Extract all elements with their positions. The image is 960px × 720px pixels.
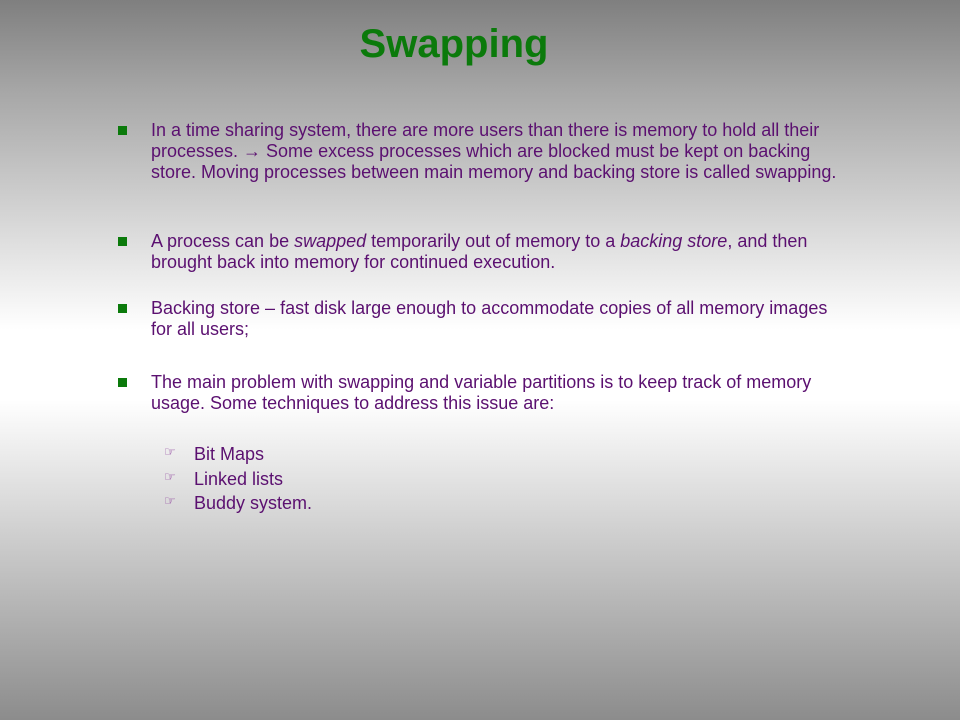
text-segment: A process can be: [151, 231, 295, 251]
text-segment: , and then brought back into memory for continued execution.: [151, 231, 808, 272]
sub-bullet-item: [164, 467, 312, 492]
text-segment: The main problem with swapping and variable partitions is to keep track of memory usage. Some techniques to address this issue are:: [151, 372, 812, 413]
square-bullet-icon: [118, 237, 127, 246]
text-segment: In a time sharing system, there are more users than there is memory to hold all their processes. → Some excess processes which are blocked must be kept on backing store. Moving processes between main memory and backing store is called swapping.: [151, 120, 837, 182]
pointing-hand-icon: ☞: [164, 469, 176, 485]
sub-bullet-item: [164, 491, 312, 516]
bullet-text: [151, 231, 807, 272]
bullet-text: [151, 372, 811, 413]
sub-bullet-label: Linked lists: [194, 468, 284, 489]
text-segment: temporarily out of memory to a: [366, 231, 621, 251]
sub-bullet-label: Buddy system.: [194, 493, 313, 513]
bullet-item: [118, 231, 841, 273]
bullet-item: [118, 372, 841, 414]
bullet-item: [118, 120, 841, 183]
sub-bullet-list: [164, 442, 312, 516]
pointing-hand-icon: ☞: [164, 445, 176, 460]
pointing-hand-icon: ☞: [164, 494, 176, 509]
bullet-text: [151, 298, 827, 339]
square-bullet-icon: [118, 304, 127, 313]
sub-bullet-label: Bit Maps: [194, 444, 265, 464]
italic-term: backing store: [620, 231, 728, 251]
square-bullet-icon: [118, 378, 127, 387]
square-bullet-icon: [118, 126, 127, 135]
bullet-text: [151, 120, 836, 182]
sub-bullet-item: [164, 442, 312, 467]
bullet-item: [118, 298, 841, 340]
text-segment: Backing store – fast disk large enough to accommodate copies of all memory images for all users;: [151, 298, 828, 339]
slide-title: Swapping: [359, 22, 549, 66]
italic-term: swapped: [294, 231, 367, 251]
